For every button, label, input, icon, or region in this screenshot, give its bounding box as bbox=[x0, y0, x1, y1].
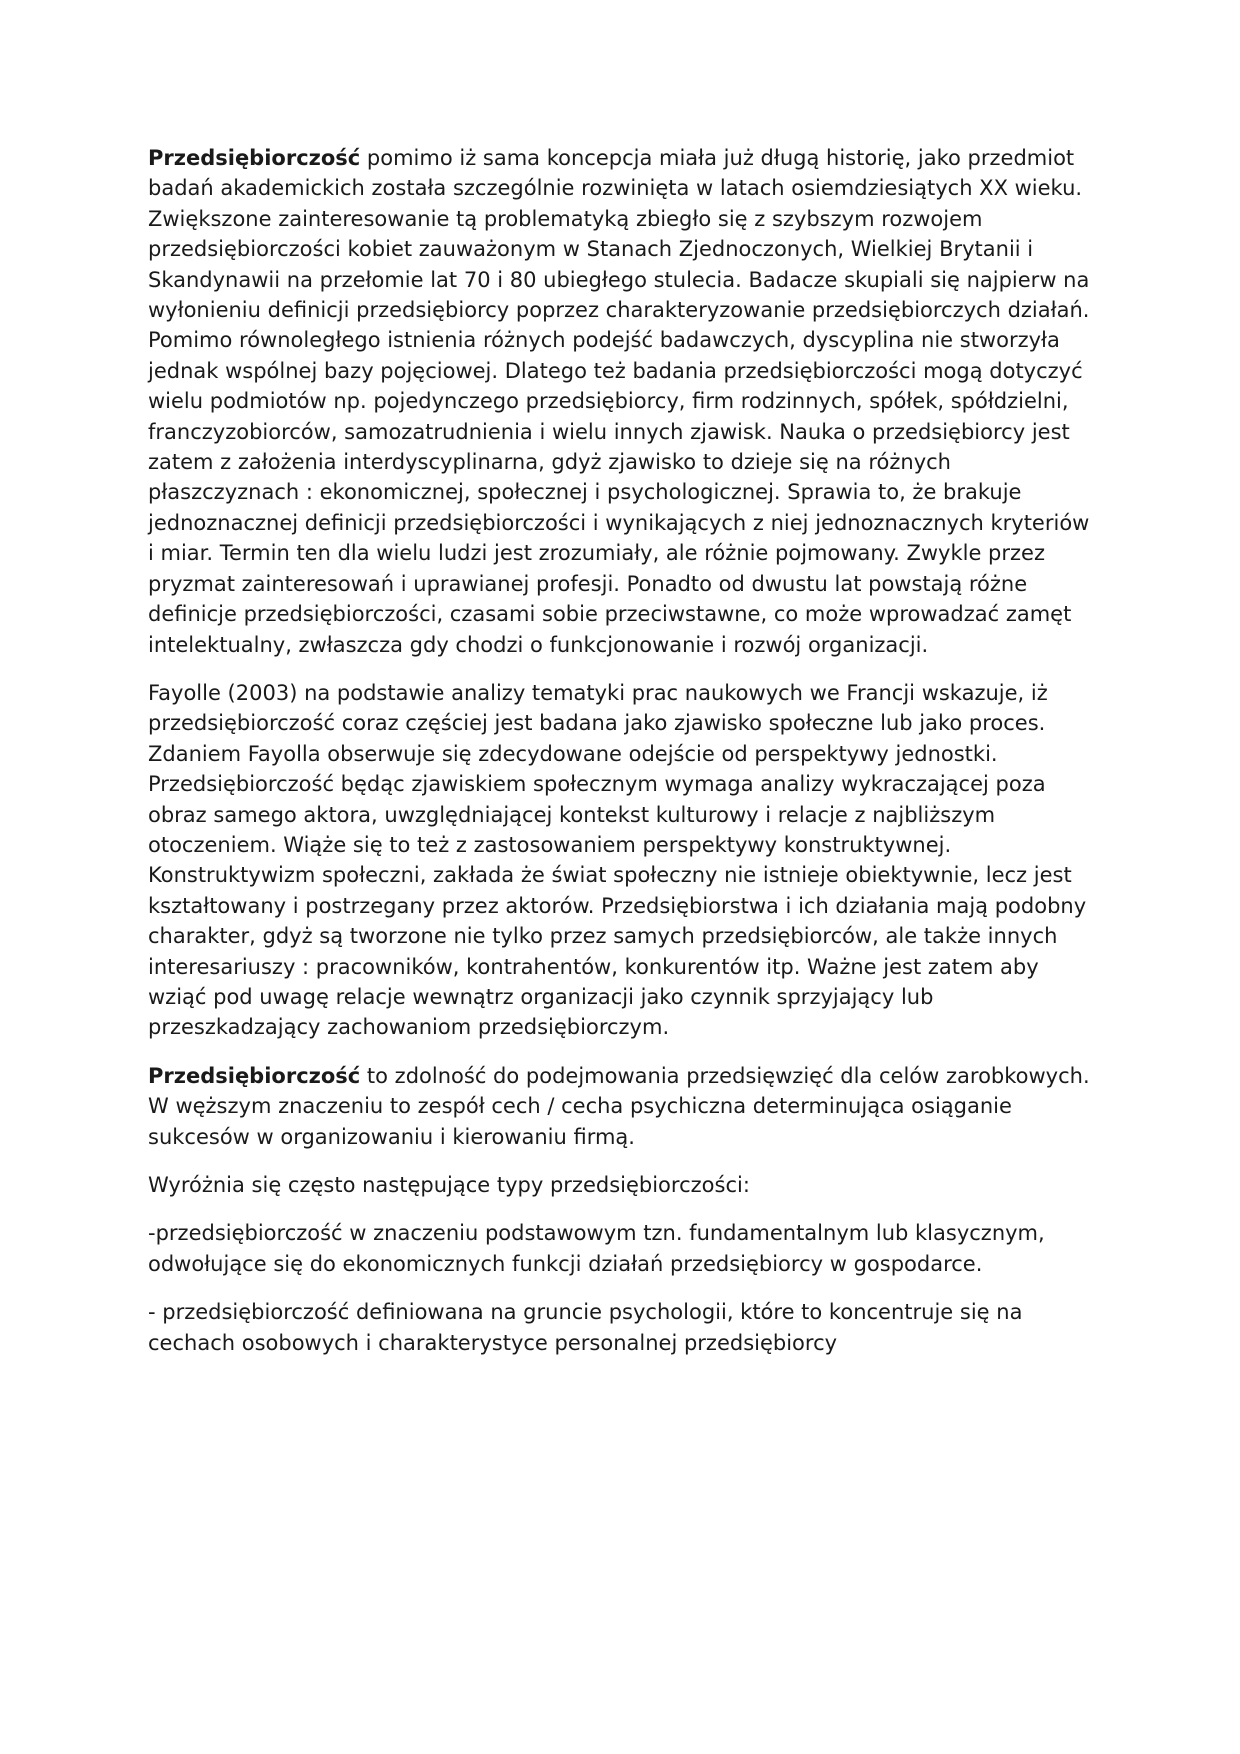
list-item-psychology-type: - przedsiębiorczość definiowana na gruncie psychologii, które to koncentruje się na cechach osobowych i charakterystyce personalnej przedsiębiorcy bbox=[148, 1300, 1023, 1355]
term-bold-przedsiebiorczosc: Przedsiębiorczość bbox=[148, 1063, 361, 1088]
document-page bbox=[148, 143, 1098, 1358]
paragraph-entrepreneurship-intro bbox=[148, 143, 1098, 660]
paragraph-definition bbox=[148, 1061, 1098, 1152]
paragraph-types-intro: Wyróżnia się często następujące typy przedsiębiorczości: bbox=[148, 1173, 750, 1197]
list-item-classic-type: -przedsiębiorczość w znaczeniu podstawowym tzn. fundamentalnym lub klasycznym, odwołujące się do ekonomicznych funkcji działań przedsiębiorcy w gospodarce. bbox=[148, 1221, 1045, 1276]
paragraph-text: to zdolność do podejmowania przedsięwzięć dla celów zarobkowych. W węższym znaczeniu to zespół cech / cecha psychiczna determinująca osiąganie sukcesów w organizowaniu i kierowaniu firmą. bbox=[148, 1063, 1090, 1149]
paragraph-text: pomimo iż sama koncepcja miała już długą historię, jako przedmiot badań akademickich została szczególnie rozwinięta w latach osiemdziesiątych XX wieku. Zwiększone zainteresowanie tą problematyką zbiegło się z szybszym rozwojem przedsiębiorczości kobiet zauważonym w Stanach Zjednoczonych, Wielkiej Brytanii i Skandynawii na przełomie lat 70 i 80 ubiegłego stulecia. Badacze skupiali się najpierw na wyłonieniu definicji przedsiębiorcy poprzez charakteryzowanie przedsiębiorczych działań. Pomimo równoległego istnienia różnych podejść badawczych, dyscyplina nie stworzyła jednak wspólnej bazy pojęciowej. Dlatego też badania przedsiębiorczości mogą dotyczyć wielu podmiotów np. pojedynczego przedsiębiorcy, firm rodzinnych, spółek, spółdzielni, franczyzobiorców, samozatrudnienia i wielu innych zjawisk. Nauka o przedsiębiorcy jest zatem z założenia interdyscyplinarna, gdyż zjawisko to dzieje się na różnych płaszczyznach : ekonomicznej, społecznej i psychologicznej. Sprawia to, że brakuje jednoznacznej definicji przedsiębiorczości i wynikających z niej jednoznacznych kryteriów i miar. Termin ten dla wielu ludzi jest zrozumiały, ale różnie pojmowany. Zwykle przez pryzmat zainteresowań i uprawianej profesji. Ponadto od dwustu lat powstają różne definicje przedsiębiorczości, czasami sobie przeciwstawne, co może wprowadzać zamęt intelektualny, zwłaszcza gdy chodzi o funkcjonowanie i rozwój organizacji. bbox=[148, 146, 1090, 657]
paragraph-fayolle-opinion: Zdaniem Fayolla obserwuje się zdecydowane odejście od perspektywy jednostki. Przedsiębiorczość będąc zjawiskiem społecznym wymaga analizy wykraczającej poza obraz samego aktora, uwzględniającej kontekst kulturowy i relacje z najbliższym otoczeniem. Wiąże się to też z zastosowaniem perspektywy konstruktywnej. Konstruktywizm społeczni, zakłada że świat społeczny nie istnieje obiektywnie, lecz jest kształtowany i postrzegany przez aktorów. Przedsiębiorstwa i ich działania mają podobny charakter, gdyż są tworzone nie tylko przez samych przedsiębiorców, ale także innych interesariuszy : pracowników, kontrahentów, konkurentów itp. Ważne jest zatem aby wziąć pod uwagę relacje wewnątrz organizacji jako czynnik sprzyjający lub przeszkadzający zachowaniom przedsiębiorczym. bbox=[148, 741, 1087, 1040]
term-bold-przedsiebiorczosc: Przedsiębiorczość bbox=[148, 146, 361, 170]
paragraph-fayolle: Fayolle (2003) na podstawie analizy tematyki prac naukowych we Francji wskazuje, iż przedsiębiorczość coraz częściej jest badana jako zjawisko społeczne lub jako proces. bbox=[148, 680, 1048, 736]
